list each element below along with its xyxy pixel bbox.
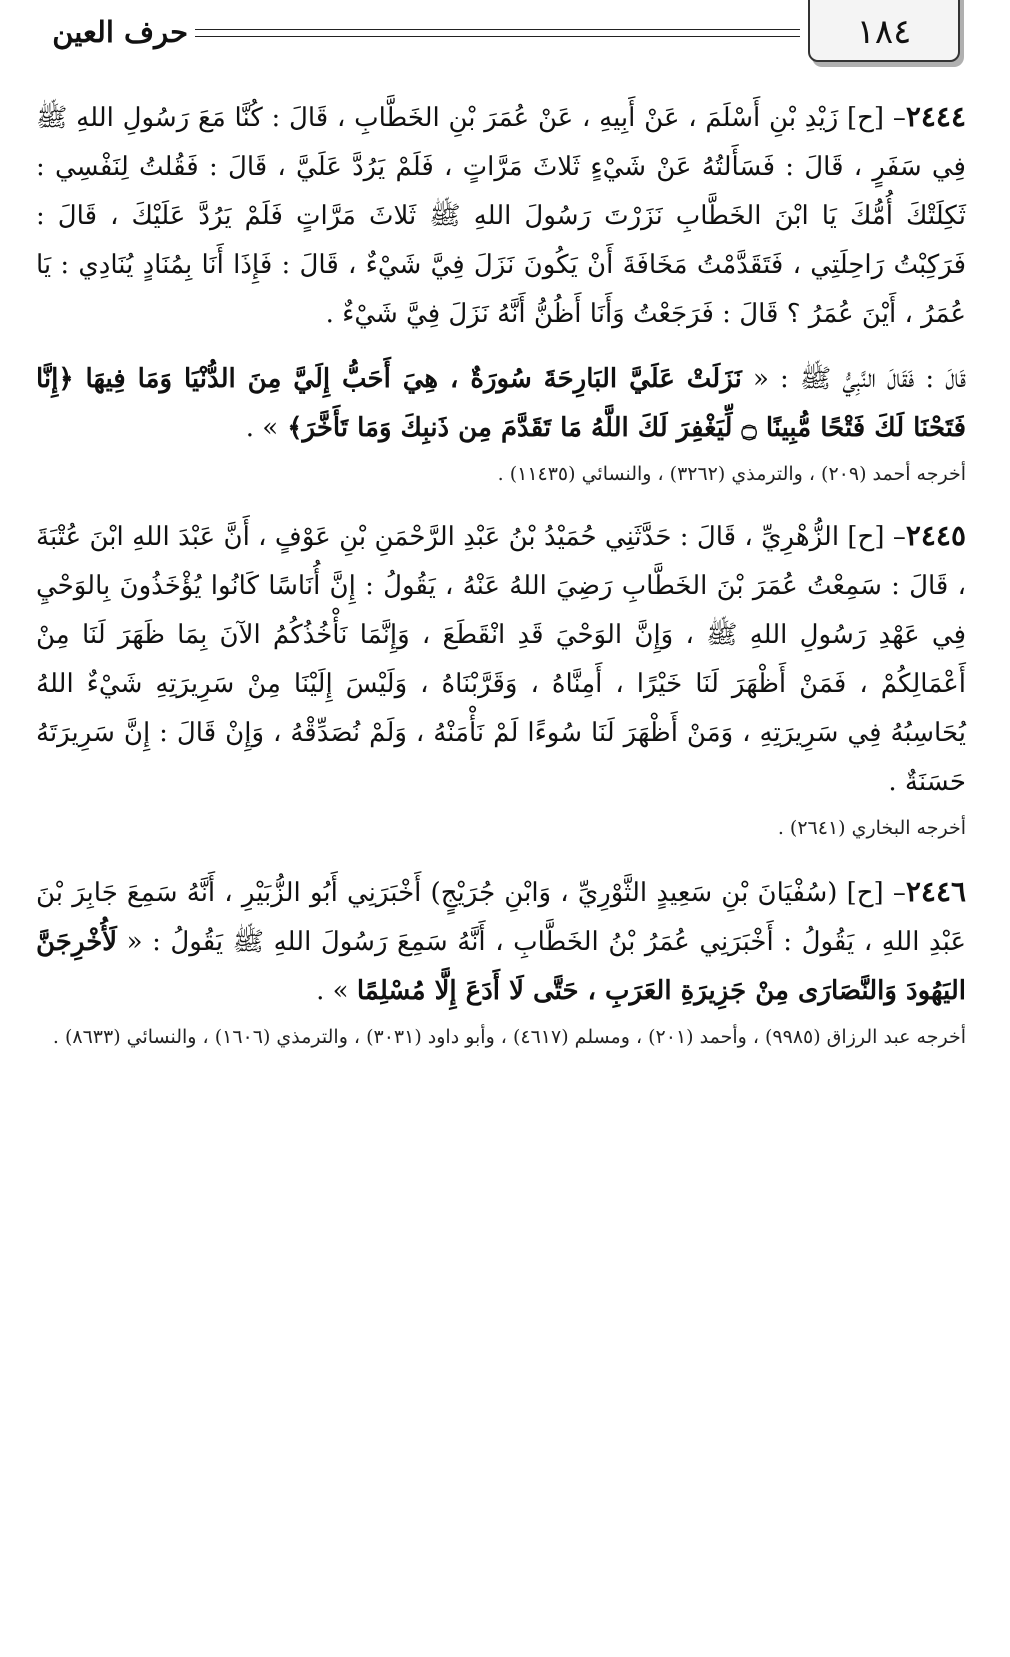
hadith-dash: –: [884, 103, 906, 133]
hadith-intro-text: قَالَ : فَقَالَ النَّبِيُّ ﷺ : «: [741, 364, 966, 394]
hadith-2444-continuation: [36, 355, 966, 453]
hadith-dash: –: [883, 878, 906, 908]
takhrij-note: أخرجه البخاري (٢٦٤١) .: [777, 817, 966, 839]
hadith-isnad-text: [ح] (سُفْيَانَ بْنِ سَعِيدٍ الثَّوْرِيِّ ، وَابْنِ جُرَيْجٍ) أَخْبَرَنِي أَبُو الزُّبَيْرِ ، أَنَّهُ سَمِعَ جَابِرَ بْنَ عَبْدِ اللهِ ، يَقُولُ : أَخْبَرَنِي عُمَرُ بْنُ الخَطَّابِ ، أَنَّهُ سَمِعَ رَسُولَ اللهِ ﷺ يَقُولُ : «: [36, 878, 966, 957]
hadith-2445-text: [36, 511, 966, 807]
hadith-2444-text: [36, 92, 966, 339]
quran-verse: ﴿إِنَّا فَتَحْنَا لَكَ فَتْحًا مُّبِينًا ۝ لِّيَغْفِرَ لَكَ اللَّهُ مَا تَقَدَّمَ مِن ذَنبِكَ وَمَا تَأَخَّرَ﴾: [36, 364, 966, 443]
hadith-dash: –: [884, 522, 906, 552]
hadith-number: ٢٤٤٤: [905, 100, 966, 133]
page-body: [36, 92, 966, 1056]
hadith-number: ٢٤٤٦: [905, 875, 967, 908]
takhrij-note: أخرجه أحمد (٢٠٩) ، والترمذي (٣٢٦٢) ، والنسائي (١١٤٣٥) .: [497, 463, 966, 485]
page-number: ١٨٤: [856, 12, 912, 52]
header-rule-divider: [195, 29, 800, 37]
hadith-isnad-text: [ح] زَيْدِ بْنِ أَسْلَمَ ، عَنْ أَبِيهِ ، عَنْ عُمَرَ بْنِ الخَطَّابِ ، قَالَ : كُنَّا مَعَ رَسُولِ اللهِ ﷺ فِي سَفَرٍ ، قَالَ : فَسَأَلتُهُ عَنْ شَيْءٍ ثَلاثَ مَرَّاتٍ ، فَلَمْ يَرُدَّ عَلَيَّ ، قَالَ : فَقُلتُ لِنَفْسِي : ثَكِلَتْكَ أُمُّكَ يَا ابْنَ الخَطَّابِ نَزَرْتَ رَسُولَ اللهِ ﷺ ثَلاثَ مَرَّاتٍ فَلَمْ يَرُدَّ عَلَيْكَ ، قَالَ : فَرَكِبْتُ رَاحِلَتِي ، فَتَقَدَّمْتُ مَخَافَةَ أَنْ يَكُونَ نَزَلَ فِيَّ شَيْءٌ ، قَالَ : فَإِذَا أَنَا بِمُنَادٍ يُنَادِي : يَا عُمَرُ ، أَيْنَ عُمَرُ ؟ قَالَ : فَرَجَعْتُ وَأَنَا أَظُنُّ أَنَّهُ نَزَلَ فِيَّ شَيْءٌ .: [36, 103, 966, 329]
hadith-number: ٢٤٤٥: [905, 519, 966, 552]
chapter-title: حرف العين: [52, 15, 188, 49]
hadith-body-text: [ح] الزُّهْرِيِّ ، قَالَ : حَدَّثَنِي حُمَيْدُ بْنُ عَبْدِ الرَّحْمَنِ بْنِ عَوْفٍ ، أَنَّ عَبْدَ اللهِ ابْنَ عُتْبَةَ ، قَالَ : سَمِعْتُ عُمَرَ بْنَ الخَطَّابِ رَضِيَ اللهُ عَنْهُ ، يَقُولُ : إِنَّ أُنَاسًا كَانُوا يُؤْخَذُونَ بِالوَحْيِ فِي عَهْدِ رَسُولِ اللهِ ﷺ ، وَإِنَّ الوَحْيَ قَدِ انْقَطَعَ ، وَإِنَّمَا نَأْخُذُكُمُ الآنَ بِمَا ظَهَرَ لَنَا مِنْ أَعْمَالِكُمْ ، فَمَنْ أَظْهَرَ لَنَا خَيْرًا ، أَمِنَّاهُ ، وَقَرَّبْنَاهُ ، وَلَيْسَ إِلَيْنَا مِنْ سَرِيرَتِهِ شَيْءٌ اللهُ يُحَاسِبُهُ فِي سَرِيرَتِهِ ، وَمَنْ أَظْهَرَ لَنَا سُوءًا لَمْ نَأْمَنْهُ ، وَلَمْ نُصَدِّقْهُ ، وَإِنْ قَالَ : إِنَّ سَرِيرَتَهُ حَسَنَةٌ .: [36, 522, 966, 797]
hadith-2446-text: [36, 867, 966, 1016]
hadith-matn-bold: نَزَلَتْ عَلَيَّ البَارِحَةَ سُورَةٌ ، هِيَ أَحَبُّ إِلَيَّ مِنَ الدُّنْيَا وَمَا فِيهَا: [85, 364, 742, 394]
takhrij-note: أخرجه عبد الرزاق (٩٩٨٥) ، وأحمد (٢٠١) ، ومسلم (٤٦١٧) ، وأبو داود (٣٠٣١) ، والترمذي (١٦٠٦) ، والنسائي (٨٦٣٣) .: [52, 1026, 966, 1048]
page-number-tab: [808, 0, 960, 62]
hadith-closing: » .: [316, 976, 357, 1006]
page-header: [0, 0, 1010, 70]
hadith-matn-bold: لَأُخْرِجَنَّ اليَهُودَ وَالنَّصَارَى مِنْ جَزِيرَةِ العَرَبِ ، حَتَّى لَا أَدَعَ إِلَّا مُسْلِمًا: [36, 927, 966, 1006]
hadith-closing: » .: [245, 413, 279, 443]
